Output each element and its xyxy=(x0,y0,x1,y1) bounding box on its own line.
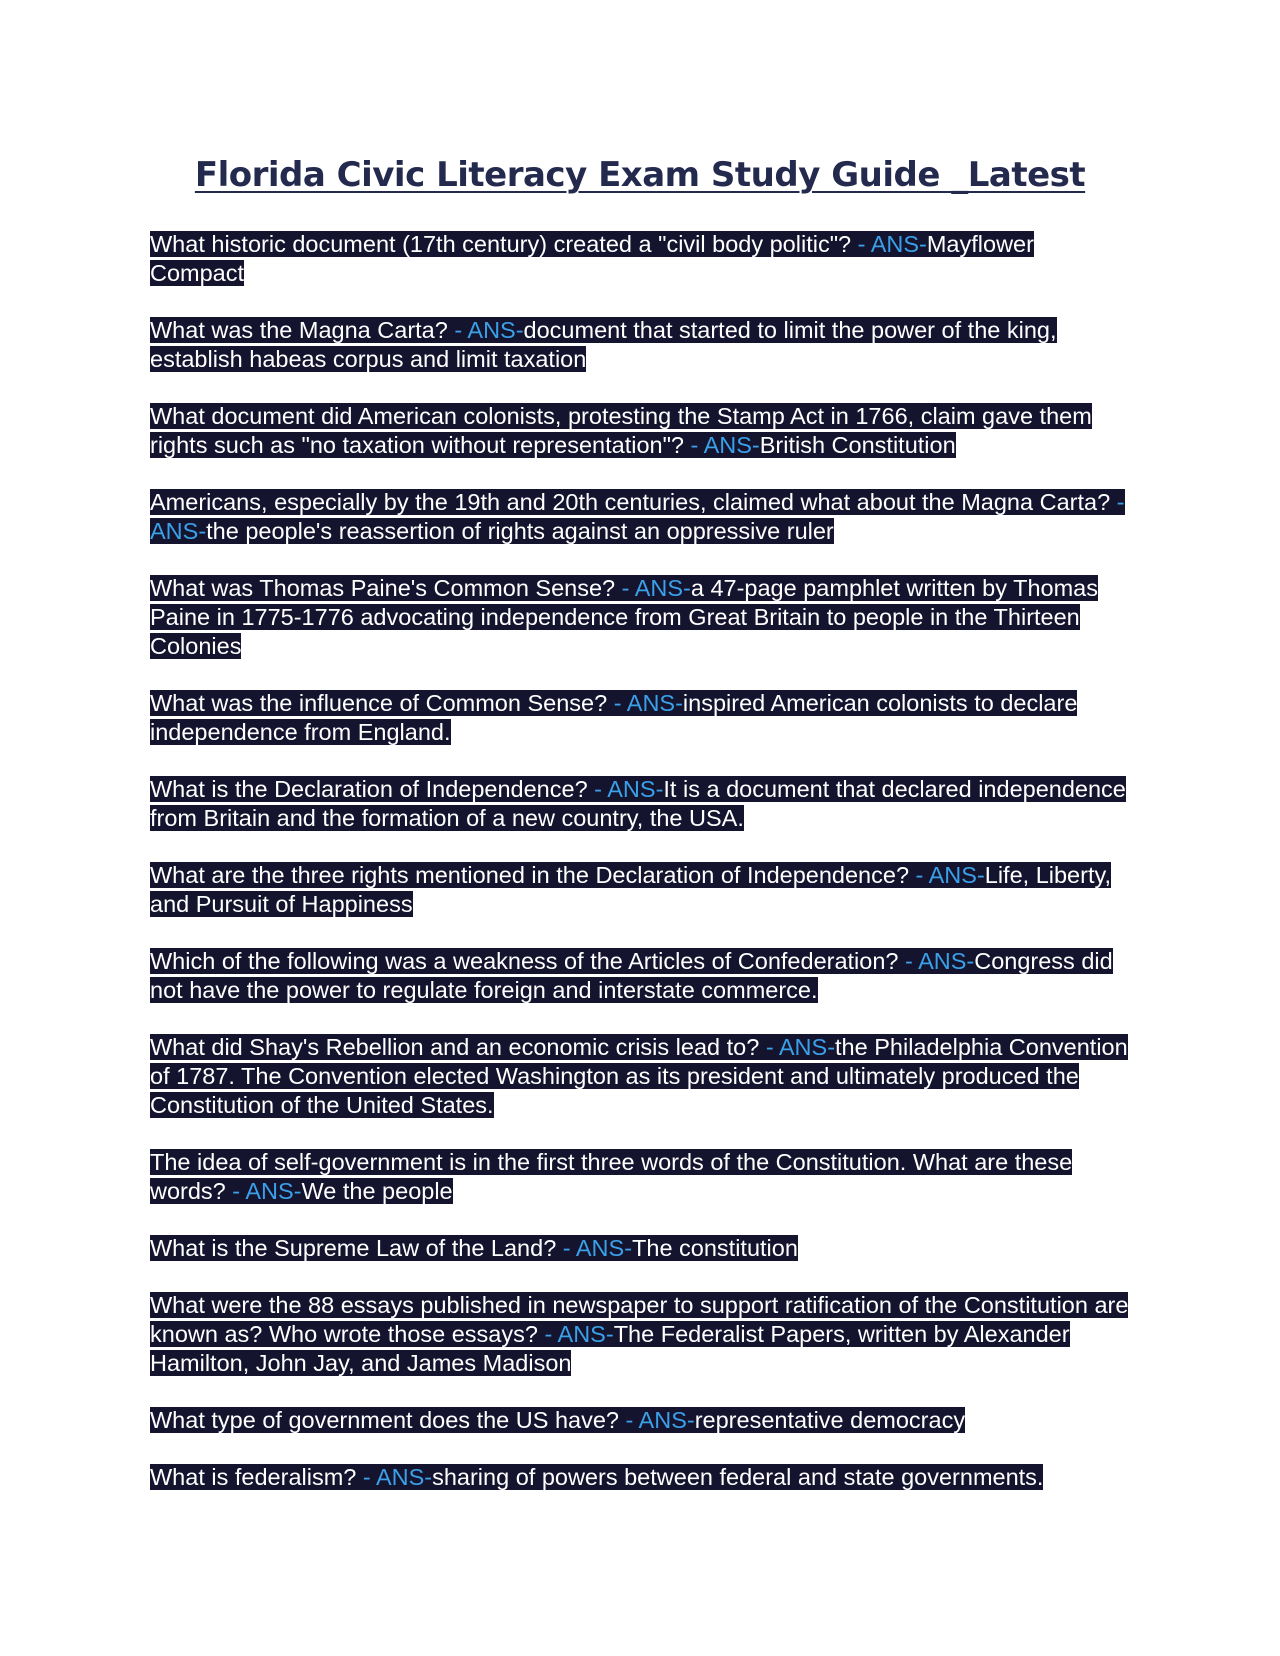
answer-marker: - ANS- xyxy=(684,432,760,458)
answer-text: The Federalist Papers, written by Alexander Hamilton, John Jay, and James Madison xyxy=(150,1321,1070,1376)
question-text: What was the influence of Common Sense? xyxy=(150,690,608,716)
answer-text: the people's reassertion of rights against an oppressive ruler xyxy=(206,518,834,544)
answer-marker: - ANS- xyxy=(447,317,524,343)
question-text: What are the three rights mentioned in the Declaration of Independence? xyxy=(150,862,910,888)
answer-text: a 47-page pamphlet written by Thomas Paine in 1775-1776 advocating independence from Great Britain to people in the Thirteen Colonies xyxy=(150,575,1098,659)
qa-item xyxy=(150,1463,1130,1492)
answer-marker: - ANS- xyxy=(898,948,975,974)
qa-list xyxy=(150,230,1130,1520)
answer-text: The constitution xyxy=(632,1235,798,1261)
answer-marker: - ANS- xyxy=(587,776,664,802)
highlighted-text xyxy=(150,776,1126,831)
answer-marker: - ANS- xyxy=(150,489,1125,544)
answer-text: inspired American colonists to declare independence from England. xyxy=(150,690,1078,745)
answer-text: the Philadelphia Convention of 1787. The Convention elected Washington as its president and ultimately produced the Constitution of the United States. xyxy=(150,1034,1128,1118)
highlighted-text xyxy=(150,489,1125,544)
qa-item xyxy=(150,861,1130,919)
highlighted-text xyxy=(150,1464,1043,1490)
qa-item xyxy=(150,316,1130,374)
qa-item xyxy=(150,1033,1130,1120)
highlighted-text xyxy=(150,1292,1128,1376)
highlighted-text xyxy=(150,1407,965,1433)
question-text: What historic document (17th century) created a "civil body politic"? xyxy=(150,231,852,257)
question-text: What was the Magna Carta? xyxy=(150,317,448,343)
qa-item xyxy=(150,1234,1130,1263)
answer-text: representative democracy xyxy=(694,1407,966,1433)
highlighted-text xyxy=(150,575,1098,659)
question-text: What is the Supreme Law of the Land? xyxy=(150,1235,557,1261)
answer-marker: - ANS- xyxy=(607,690,683,716)
highlighted-text xyxy=(150,317,1057,372)
answer-marker: - ANS- xyxy=(909,862,985,888)
question-text: Which of the following was a weakness of the Articles of Confederation? xyxy=(150,948,899,974)
document-title: Florida Civic Literacy Exam Study Guide _Latest xyxy=(194,155,1086,195)
qa-item xyxy=(150,775,1130,833)
highlighted-text xyxy=(150,948,1113,1003)
answer-marker: - ANS- xyxy=(618,1407,695,1433)
question-text: What is the Declaration of Independence? xyxy=(150,776,588,802)
qa-item xyxy=(150,1148,1130,1206)
answer-marker: - ANS- xyxy=(356,1464,433,1490)
answer-marker: - ANS- xyxy=(759,1034,836,1060)
qa-item xyxy=(150,488,1130,546)
question-text: What is federalism? xyxy=(150,1464,357,1490)
answer-marker: - ANS- xyxy=(615,575,691,601)
answer-text: Life, Liberty, and Pursuit of Happiness xyxy=(150,862,1112,917)
question-text: The idea of self-government is in the first three words of the Constitution. What are these words? xyxy=(150,1149,1073,1204)
highlighted-text xyxy=(150,862,1111,917)
highlighted-text xyxy=(150,403,1092,458)
question-text: What document did American colonists, protesting the Stamp Act in 1766, claim gave them rights such as "no taxation without representation"? xyxy=(150,403,1092,458)
question-text: What did Shay's Rebellion and an economic crisis lead to? xyxy=(150,1034,760,1060)
answer-text: British Constitution xyxy=(759,432,956,458)
answer-text: Mayflower Compact xyxy=(150,231,1034,286)
answer-text: We the people xyxy=(301,1178,453,1204)
qa-item xyxy=(150,947,1130,1005)
answer-marker: - ANS- xyxy=(556,1235,633,1261)
answer-marker: - ANS- xyxy=(537,1321,614,1347)
qa-item xyxy=(150,402,1130,460)
highlighted-text xyxy=(150,1034,1128,1118)
qa-item xyxy=(150,230,1130,288)
answer-marker: - ANS- xyxy=(225,1178,302,1204)
answer-text: sharing of powers between federal and state governments. xyxy=(432,1464,1044,1490)
qa-item xyxy=(150,1406,1130,1435)
highlighted-text xyxy=(150,690,1077,745)
question-text: Americans, especially by the 19th and 20th centuries, claimed what about the Magna Carta? xyxy=(150,489,1111,515)
question-text: What type of government does the US have? xyxy=(150,1407,619,1433)
highlighted-text xyxy=(150,1235,798,1261)
answer-text: It is a document that declared independence from Britain and the formation of a new country, the USA. xyxy=(150,776,1126,831)
qa-item xyxy=(150,1291,1130,1378)
answer-text: document that started to limit the power of the king, establish habeas corpus and limit taxation xyxy=(150,317,1057,372)
highlighted-text xyxy=(150,231,1034,286)
answer-text: Congress did not have the power to regulate foreign and interstate commerce. xyxy=(150,948,1113,1003)
question-text: What were the 88 essays published in newspaper to support ratification of the Constitution are known as? Who wrote those essays? xyxy=(150,1292,1129,1347)
qa-item xyxy=(150,689,1130,747)
highlighted-text xyxy=(150,1149,1072,1204)
qa-item xyxy=(150,574,1130,661)
question-text: What was Thomas Paine's Common Sense? xyxy=(150,575,616,601)
answer-marker: - ANS- xyxy=(851,231,927,257)
